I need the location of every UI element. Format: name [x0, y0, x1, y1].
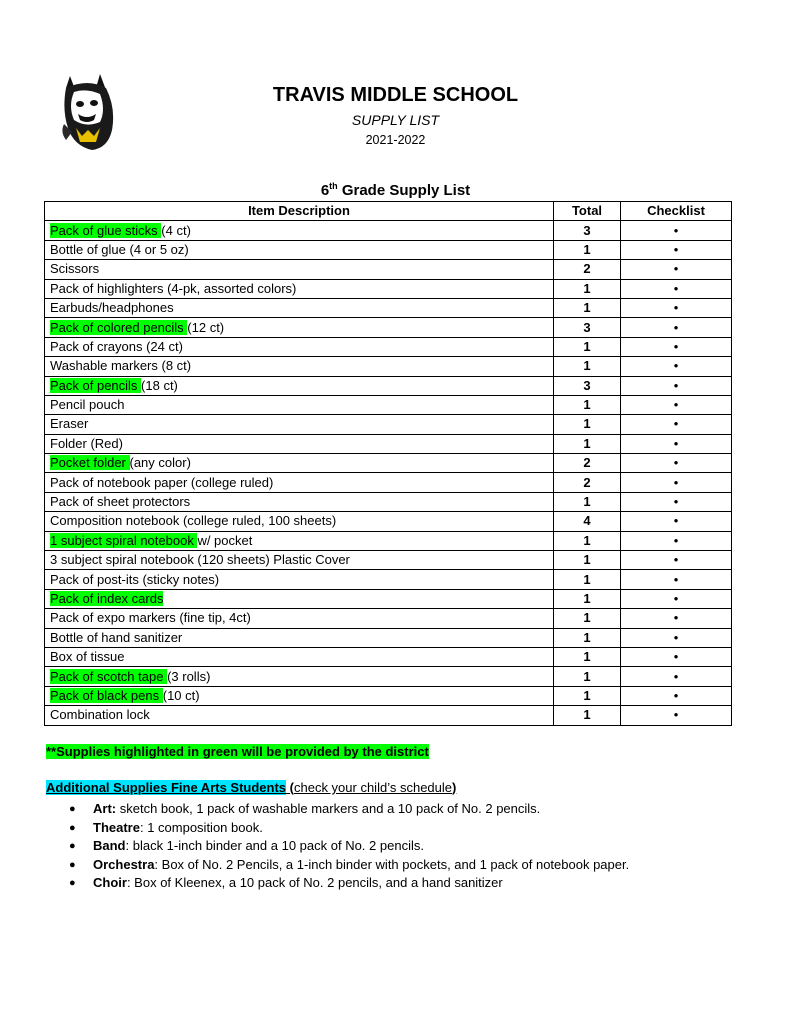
arts-supplies: : Box of No. 2 Pencils, a 1-inch binder with pockets, and 1 pack of notebook paper.	[154, 856, 630, 872]
table-row	[45, 686, 732, 705]
item-text: Scissors	[50, 261, 100, 277]
item-description	[45, 279, 554, 298]
item-total: 1	[554, 337, 621, 356]
checklist-bullet: •	[621, 686, 732, 705]
item-total: 1	[554, 609, 621, 628]
item-text: Folder (Red)	[50, 435, 123, 451]
item-description	[45, 512, 554, 531]
item-description	[45, 531, 554, 550]
checklist-bullet: •	[621, 357, 732, 376]
table-row	[45, 395, 732, 414]
item-text: Pack of highlighters (4-pk, assorted colors)	[50, 280, 297, 296]
table-header-row	[45, 202, 732, 221]
item-total: 1	[554, 298, 621, 317]
item-description	[45, 609, 554, 628]
schedule-note: check your child’s schedule	[293, 780, 452, 795]
table-row	[45, 570, 732, 589]
item-description	[45, 647, 554, 666]
item-total: 1	[554, 240, 621, 259]
paren-open: (	[286, 780, 294, 795]
table-row	[45, 357, 732, 376]
checklist-bullet: •	[621, 492, 732, 511]
checklist-bullet: •	[621, 512, 732, 531]
item-highlighted-text: Pack of pencils	[50, 377, 142, 393]
item-text: Pack of sheet protectors	[50, 494, 191, 510]
table-row	[45, 298, 732, 317]
item-total: 1	[554, 395, 621, 414]
item-total: 1	[554, 434, 621, 453]
checklist-bullet: •	[621, 589, 732, 608]
list-item	[93, 819, 629, 838]
grade-suffix: th	[329, 181, 338, 191]
item-highlighted-text: Pack of index cards	[50, 591, 164, 606]
item-total: 1	[554, 551, 621, 570]
additional-supplies-title	[46, 780, 456, 795]
item-text: Pencil pouch	[50, 397, 125, 413]
table-row	[45, 454, 732, 473]
additional-title-text: Additional Supplies Fine Arts Students	[46, 780, 287, 795]
item-description	[45, 686, 554, 705]
item-description	[45, 589, 554, 608]
item-description	[45, 415, 554, 434]
item-description	[45, 706, 554, 725]
grade-title	[0, 181, 791, 199]
item-highlighted-text: Pocket folder	[50, 455, 130, 471]
header-item-description: Item Description	[45, 202, 554, 221]
checklist-bullet: •	[621, 260, 732, 279]
item-text: (3 rolls)	[167, 668, 211, 684]
table-row	[45, 434, 732, 453]
grade-title-text: Grade Supply List	[337, 182, 471, 199]
item-total: 2	[554, 473, 621, 492]
table-row	[45, 609, 732, 628]
header-checklist: Checklist	[621, 202, 732, 221]
item-total: 1	[554, 357, 621, 376]
table-row	[45, 279, 732, 298]
district-note	[46, 744, 429, 759]
item-text: Pack of notebook paper (college ruled)	[50, 474, 274, 490]
list-item	[93, 800, 629, 819]
item-total: 1	[554, 570, 621, 589]
table-row	[45, 473, 732, 492]
item-description	[45, 551, 554, 570]
table-row	[45, 260, 732, 279]
checklist-bullet: •	[621, 221, 732, 240]
checklist-bullet: •	[621, 454, 732, 473]
item-text: Box of tissue	[50, 649, 125, 665]
item-description	[45, 337, 554, 356]
checklist-bullet: •	[621, 279, 732, 298]
item-description	[45, 260, 554, 279]
item-highlighted-text: Pack of colored pencils	[50, 319, 188, 335]
table-row	[45, 492, 732, 511]
table-row	[45, 706, 732, 725]
checklist-bullet: •	[621, 551, 732, 570]
item-description	[45, 395, 554, 414]
list-item	[93, 874, 629, 893]
checklist-bullet: •	[621, 706, 732, 725]
item-description	[45, 570, 554, 589]
item-text: (10 ct)	[162, 687, 200, 703]
item-text: (12 ct)	[187, 319, 225, 335]
item-description	[45, 667, 554, 686]
item-highlighted-text: 1 subject spiral notebook	[50, 532, 198, 548]
item-total: 3	[554, 376, 621, 395]
item-text: (any color)	[129, 455, 191, 471]
item-total: 1	[554, 628, 621, 647]
item-description	[45, 357, 554, 376]
arts-category: Orchestra	[93, 856, 155, 872]
checklist-bullet: •	[621, 570, 732, 589]
checklist-bullet: •	[621, 647, 732, 666]
table-row	[45, 667, 732, 686]
table-row	[45, 628, 732, 647]
table-row	[45, 551, 732, 570]
item-total: 1	[554, 279, 621, 298]
arts-supplies: : black 1-inch binder and a 10 pack of No. 2 pencils.	[125, 838, 424, 853]
supply-table	[44, 201, 732, 726]
checklist-bullet: •	[621, 337, 732, 356]
checklist-bullet: •	[621, 667, 732, 686]
item-text: Pack of crayons (24 ct)	[50, 338, 183, 354]
item-description	[45, 492, 554, 511]
item-description	[45, 454, 554, 473]
table-row	[45, 318, 732, 337]
checklist-bullet: •	[621, 434, 732, 453]
grade-number: 6	[320, 182, 330, 199]
item-text: (18 ct)	[141, 377, 178, 393]
item-description	[45, 318, 554, 337]
item-description	[45, 298, 554, 317]
item-text: Earbuds/headphones	[50, 300, 174, 316]
table-row	[45, 589, 732, 608]
checklist-bullet: •	[621, 395, 732, 414]
arts-category: Choir	[93, 875, 127, 890]
item-total: 1	[554, 415, 621, 434]
item-total: 3	[554, 318, 621, 337]
table-row	[45, 512, 732, 531]
table-row	[45, 531, 732, 550]
checklist-bullet: •	[621, 298, 732, 317]
item-text: Combination lock	[50, 707, 150, 723]
checklist-bullet: •	[621, 240, 732, 259]
item-total: 1	[554, 667, 621, 686]
arts-supplies: sketch book, 1 pack of washable markers and a 10 pack of No. 2 pencils.	[116, 801, 541, 816]
item-text: Pack of expo markers (fine tip, 4ct)	[50, 610, 251, 626]
table-row	[45, 337, 732, 356]
item-description	[45, 473, 554, 492]
checklist-bullet: •	[621, 531, 732, 550]
checklist-bullet: •	[621, 628, 732, 647]
item-text: (4 ct)	[161, 222, 191, 238]
checklist-bullet: •	[621, 318, 732, 337]
table-row	[45, 376, 732, 395]
school-year: 2021-2022	[365, 133, 426, 147]
header-total: Total	[554, 202, 621, 221]
item-total: 3	[554, 221, 621, 240]
table-row	[45, 415, 732, 434]
checklist-bullet: •	[621, 415, 732, 434]
arts-category: Theatre	[93, 819, 140, 835]
checklist-bullet: •	[621, 376, 732, 395]
item-total: 1	[554, 647, 621, 666]
item-total: 1	[554, 492, 621, 511]
item-text: Bottle of hand sanitizer	[50, 629, 183, 645]
list-item	[93, 856, 629, 875]
supply-table-body	[45, 221, 732, 725]
item-description	[45, 628, 554, 647]
table-row	[45, 221, 732, 240]
checklist-bullet: •	[621, 609, 732, 628]
item-text: w/ pocket	[197, 532, 253, 548]
item-total: 1	[554, 686, 621, 705]
fine-arts-list	[46, 800, 629, 893]
item-text: 3 subject spiral notebook (120 sheets) Plastic Cover	[50, 552, 350, 568]
item-description	[45, 221, 554, 240]
item-text: Washable markers (8 ct)	[50, 358, 192, 374]
item-total: 1	[554, 589, 621, 608]
item-text: Eraser	[50, 416, 89, 432]
item-description	[45, 376, 554, 395]
item-description	[45, 434, 554, 453]
arts-category: Art:	[93, 801, 117, 816]
item-text: Composition notebook (college ruled, 100 sheets)	[50, 513, 337, 529]
list-item	[93, 837, 629, 856]
item-text: Bottle of glue (4 or 5 oz)	[50, 241, 189, 257]
item-description	[45, 240, 554, 259]
item-total: 2	[554, 260, 621, 279]
item-highlighted-text: Pack of scotch tape	[50, 668, 168, 684]
item-total: 1	[554, 706, 621, 725]
checklist-bullet: •	[621, 473, 732, 492]
arts-supplies: : 1 composition book.	[139, 819, 263, 835]
school-name: TRAVIS MIDDLE SCHOOL	[272, 84, 519, 106]
paren-close: )	[452, 780, 457, 795]
table-row	[45, 647, 732, 666]
item-highlighted-text: Pack of glue sticks	[50, 222, 162, 238]
arts-supplies: : Box of Kleenex, a 10 pack of No. 2 pencils, and a hand sanitizer	[126, 875, 503, 890]
table-row	[45, 240, 732, 259]
item-total: 2	[554, 454, 621, 473]
arts-category: Band	[93, 838, 126, 853]
district-note-text: **Supplies highlighted in green will be provided by the district	[46, 744, 429, 759]
item-total: 1	[554, 531, 621, 550]
item-total: 4	[554, 512, 621, 531]
supply-list-subtitle: SUPPLY LIST	[351, 112, 440, 128]
item-text: Pack of post-its (sticky notes)	[50, 571, 220, 587]
item-highlighted-text: Pack of black pens	[50, 687, 163, 703]
